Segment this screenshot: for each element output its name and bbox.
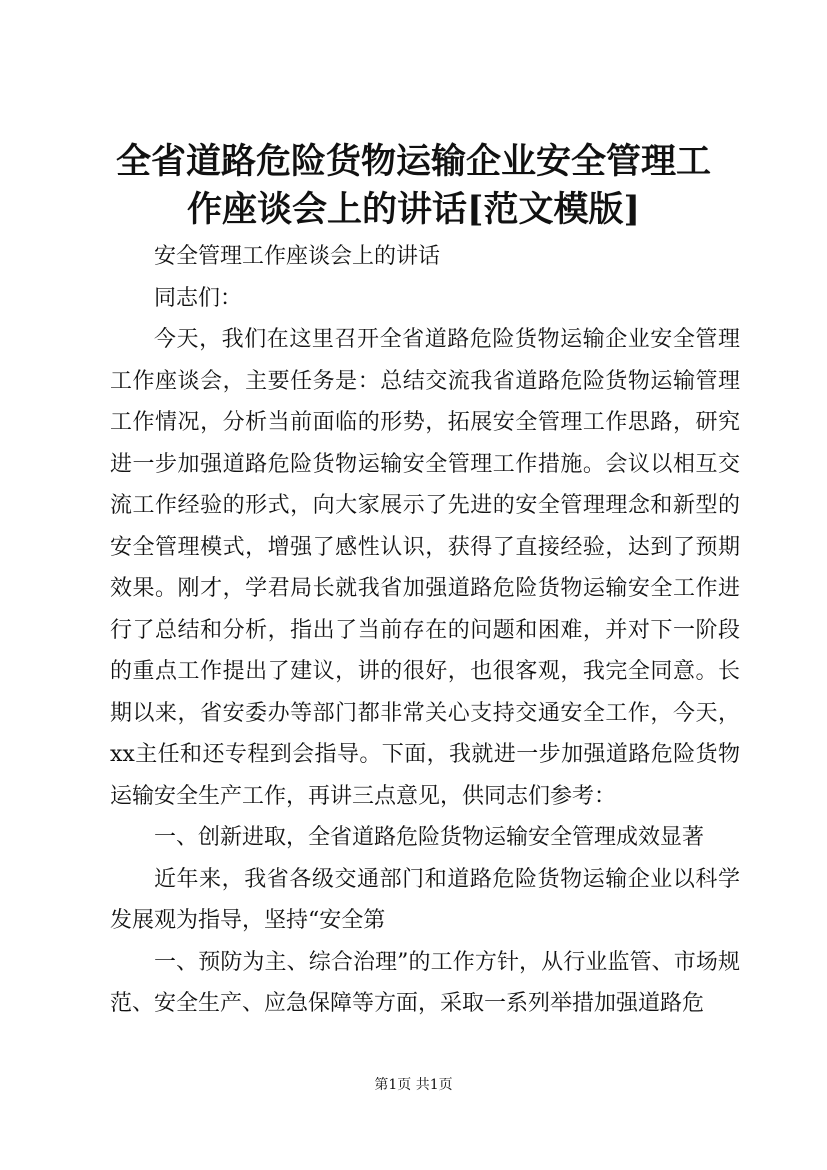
body-paragraph: 今天，我们在这里召开全省道路危险货物运输企业安全管理工作座谈会，主要任务是：总结交流我省道路危险货物运输管理工作情况，分析当前面临的形势，拓展安全管理工作思路，研究进一步加强道路危险货物运输安全管理工作措施。会议以相互交流工作经验的形式，向大家展示了先进的安全管理理念和新型的安全管理模式，增强了感性认识，获得了直接经验，达到了预期效果。刚才，学君局长就我省加强道路危险货物运输安全工作进行了总结和分析，指出了当前存在的问题和困难，并对下一阶段的重点工作提出了建议，讲的很好，也很客观，我完全同意。长期以来，省安委办等部门都非常关心支持交通安全工作，今天，xx主任和还专程到会指导。下面，我就进一步加强道路危险货物运输安全生产工作，再讲三点意见，供同志们参考：: [110, 327, 740, 809]
salutation: 同志们：: [154, 285, 243, 311]
document-body: [110, 236, 740, 1025]
document-title: 全省道路危险货物运输企业安全管理工作座谈会上的讲话[范文模版]: [115, 141, 711, 230]
speech-heading: 安全管理工作座谈会上的讲话: [154, 244, 441, 269]
section-heading: 一、创新进取，全省道路危险货物运输安全管理成效显著: [154, 825, 705, 850]
body-paragraph: 近年来，我省各级交通部门和道路危险货物运输企业以科学发展观为指导，坚持“安全第: [110, 866, 740, 933]
body-paragraph: 一、预防为主、综合治理”的工作方针，从行业监管、市场规范、安全生产、应急保障等方面，采取一系列举措加强道路危: [110, 949, 740, 1016]
page-number-footer: 第1页 共1页: [374, 1077, 453, 1093]
